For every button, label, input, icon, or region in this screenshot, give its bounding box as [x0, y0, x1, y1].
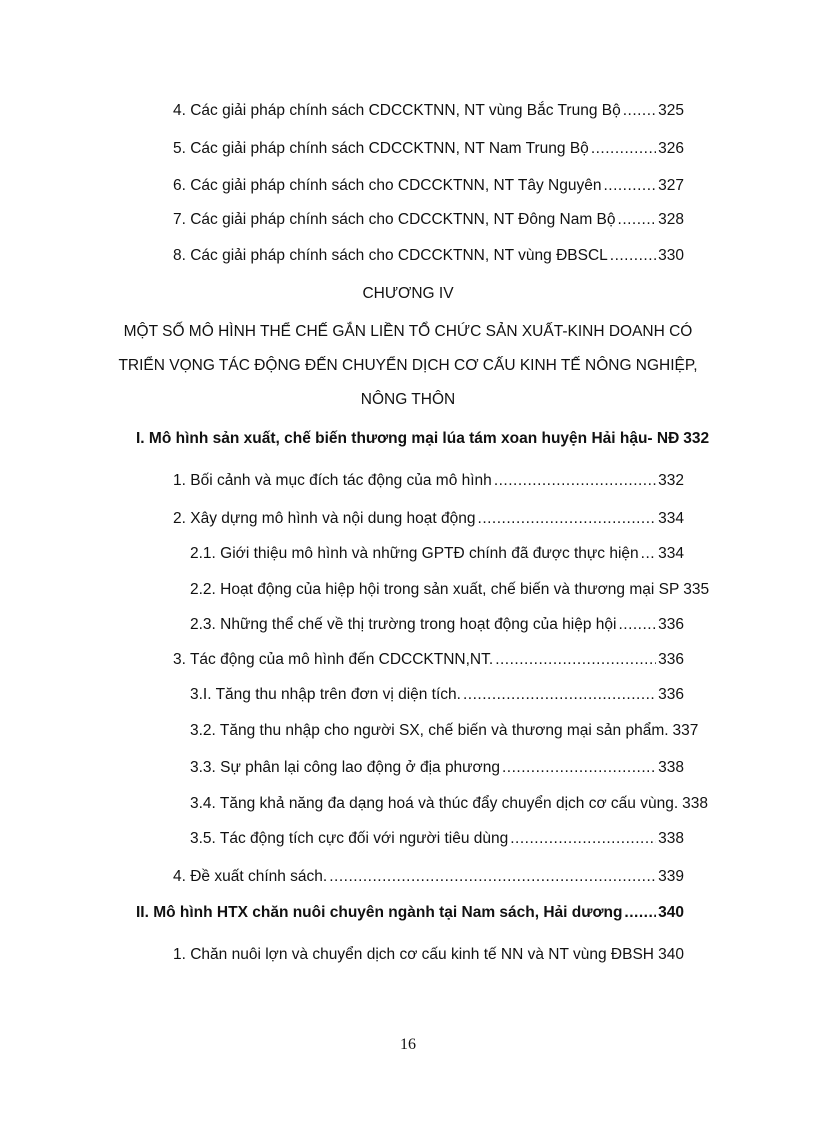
- chapter-heading: CHƯƠNG IV: [362, 285, 454, 302]
- leader-dots: [610, 247, 656, 265]
- toc-subentry[interactable]: [190, 616, 684, 634]
- toc-entry[interactable]: [173, 510, 684, 528]
- toc-entry-page: 336: [658, 651, 684, 668]
- toc-entry-page: 325: [658, 102, 684, 119]
- toc-entry-page: 328: [658, 211, 684, 228]
- leader-dots: [463, 686, 656, 704]
- toc-subentry[interactable]: [190, 795, 709, 813]
- leader-dots: [502, 759, 656, 777]
- toc-entry[interactable]: [173, 472, 684, 490]
- leader-dots: [624, 904, 656, 922]
- toc-entry-page: 334: [658, 545, 684, 562]
- toc-entry[interactable]: [173, 651, 684, 669]
- toc-subentry[interactable]: [190, 581, 710, 599]
- toc-section-heading[interactable]: [136, 904, 684, 922]
- toc-entry[interactable]: [173, 868, 684, 886]
- toc-entry-label: 5. Các giải pháp chính sách CDCCKTNN, NT Nam Trung Bộ: [173, 140, 589, 157]
- toc-entry-page: 338: [658, 759, 684, 776]
- toc-entry-label: 4. Các giải pháp chính sách CDCCKTNN, NT vùng Bắc Trung Bộ: [173, 102, 621, 119]
- toc-entry-page: 334: [658, 510, 684, 527]
- toc-entry-label: 2. Xây dựng mô hình và nội dung hoạt động: [173, 510, 476, 527]
- leader-dots: [618, 211, 657, 229]
- toc-entry-label: 2.2. Hoạt động của hiệp hội trong sản xuất, chế biến và thương mại SP: [190, 581, 680, 598]
- toc-entry-label: 2.1. Giới thiệu mô hình và những GPTĐ chính đã được thực hiện: [190, 545, 639, 562]
- toc-subentry[interactable]: [190, 830, 684, 848]
- toc-entry-page: 330: [658, 247, 684, 264]
- leader-dots: [478, 510, 657, 528]
- toc-entry-page: 326: [658, 140, 684, 157]
- toc-subentry[interactable]: [190, 722, 699, 740]
- chapter-title-line: TRIỂN VỌNG TÁC ĐỘNG ĐẾN CHUYỂN DỊCH CƠ CẤU KINH TẾ NÔNG NGHIỆP,: [118, 357, 698, 374]
- leader-dots: [591, 140, 656, 158]
- chapter-title-line: MỘT SỐ MÔ HÌNH THỂ CHẾ GẮN LIỀN TỔ CHỨC SẢN XUẤT-KINH DOANH CÓ: [123, 323, 693, 340]
- toc-entry-label: 1. Chăn nuôi lợn và chuyển dịch cơ cấu kinh tế NN và NT vùng ĐBSH: [173, 946, 654, 963]
- toc-entry-label: 3. Tác động của mô hình đến CDCCKTNN,NT.: [173, 651, 494, 668]
- toc-entry-page: 332: [658, 472, 684, 489]
- leader-dots: [494, 472, 656, 490]
- leader-dots: [329, 868, 656, 886]
- toc-section-heading[interactable]: [136, 430, 710, 448]
- toc-entry-page: 327: [658, 177, 684, 194]
- toc-section-label: I. Mô hình sản xuất, chế biến thương mại lúa tám xoan huyện Hải hậu- NĐ: [136, 430, 680, 447]
- toc-entry-label: 2.3. Những thể chế về thị trường trong hoạt động của hiệp hội: [190, 616, 617, 633]
- chapter-title-line: NÔNG THÔN: [360, 391, 456, 408]
- toc-subentry[interactable]: [190, 545, 684, 563]
- toc-subentry[interactable]: [190, 759, 684, 777]
- toc-entry-label: 1. Bối cảnh và mục đích tác động của mô hình: [173, 472, 492, 489]
- toc-section-page: 340: [658, 904, 684, 921]
- toc-entry-label: 7. Các giải pháp chính sách cho CDCCKTNN, NT Đông Nam Bộ: [173, 211, 616, 228]
- toc-entry[interactable]: [173, 946, 684, 964]
- toc-entry-label: 3.5. Tác động tích cực đối với người tiêu dùng: [190, 830, 509, 847]
- leader-dots: [510, 830, 656, 848]
- toc-entry-label: 3.I. Tăng thu nhập trên đơn vị diện tích.: [190, 686, 461, 703]
- toc-entry-page: 336: [658, 686, 684, 703]
- toc-entry-page: 339: [658, 868, 684, 885]
- toc-entry-label: 3.2. Tăng thu nhập cho người SX, chế biến và thương mại sản phẩm.: [190, 722, 669, 739]
- toc-entry[interactable]: [173, 140, 684, 158]
- toc-entry-page: 340: [658, 946, 684, 963]
- toc-entry[interactable]: [173, 102, 684, 120]
- toc-entry-page: 336: [658, 616, 684, 633]
- toc-entry-page: 335: [683, 581, 710, 598]
- leader-dots: [618, 616, 656, 634]
- toc-entry-label: 3.4. Tăng khả năng đa dạng hoá và thúc đẩy chuyển dịch cơ cấu vùng.: [190, 795, 679, 812]
- toc-section-label: II. Mô hình HTX chăn nuôi chuyên ngành tại Nam sách, Hải dương: [136, 904, 623, 921]
- toc-entry-page: 337: [672, 722, 699, 739]
- leader-dots: [641, 545, 656, 563]
- leader-dots: [495, 651, 656, 669]
- toc-entry-label: 3.3. Sự phân lại công lao động ở địa phương: [190, 759, 500, 776]
- toc-entry[interactable]: [173, 177, 684, 195]
- page-number: 16: [400, 1036, 416, 1053]
- toc-entry[interactable]: [173, 247, 684, 265]
- leader-dots: [623, 102, 656, 120]
- toc-subentry[interactable]: [190, 686, 684, 704]
- toc-section-page: 332: [683, 430, 710, 447]
- toc-entry-page: 338: [658, 830, 684, 847]
- toc-entry[interactable]: [173, 211, 684, 229]
- toc-entry-page: 338: [682, 795, 709, 812]
- leader-dots: [603, 177, 656, 195]
- toc-entry-label: 8. Các giải pháp chính sách cho CDCCKTNN, NT vùng ĐBSCL: [173, 247, 608, 264]
- toc-entry-label: 6. Các giải pháp chính sách cho CDCCKTNN, NT Tây Nguyên: [173, 177, 602, 194]
- toc-entry-label: 4. Đề xuất chính sách.: [173, 868, 328, 885]
